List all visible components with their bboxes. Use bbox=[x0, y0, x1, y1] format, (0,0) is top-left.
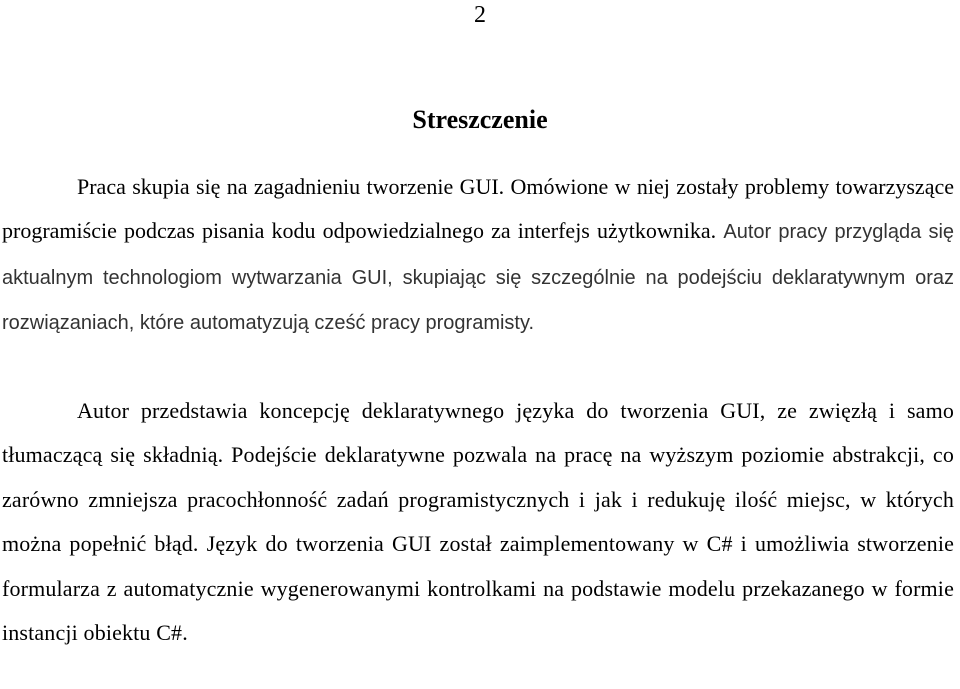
abstract-paragraph-1 bbox=[2, 165, 954, 346]
page-number: 2 bbox=[474, 2, 486, 28]
paragraph-1-sans-text: Autor pracy przygląda się aktualnym technologiom wytwarzania GUI, skupiając się szczególnie na podejściu deklaratywnym oraz rozwiązaniach, które automatyzują cześć pracy programisty. bbox=[2, 221, 955, 335]
paragraph-1-serif-text: Praca skupia się na zagadnieniu tworzenie GUI. Omówione w niej zostały problemy towarzyszące programiście podczas pisania kodu odpowiedzialnego za interfejs użytkownika. bbox=[2, 174, 954, 244]
abstract-paragraph-2 bbox=[2, 389, 954, 655]
document-title: Streszczenie bbox=[412, 105, 548, 134]
paragraph-2-text: Autor przedstawia koncepcję deklaratywnego języka do tworzenia GUI, ze zwięzłą i samo tłumaczącą się składnią. Podejście deklaratywne pozwala na pracę na wyższym poziomie abstrakcji, co zarówno zmniejsza pracochłonność zadań programistycznych i jak i redukuję ilość miejsc, w których można popełnić błąd. Język do tworzenia GUI został zaimplementowany w C# i umożliwia stworzenie formularza z automatycznie wygenerowanymi kontrolkami na podstawie modelu przekazanego w formie instancji obiektu C#. bbox=[2, 398, 954, 646]
